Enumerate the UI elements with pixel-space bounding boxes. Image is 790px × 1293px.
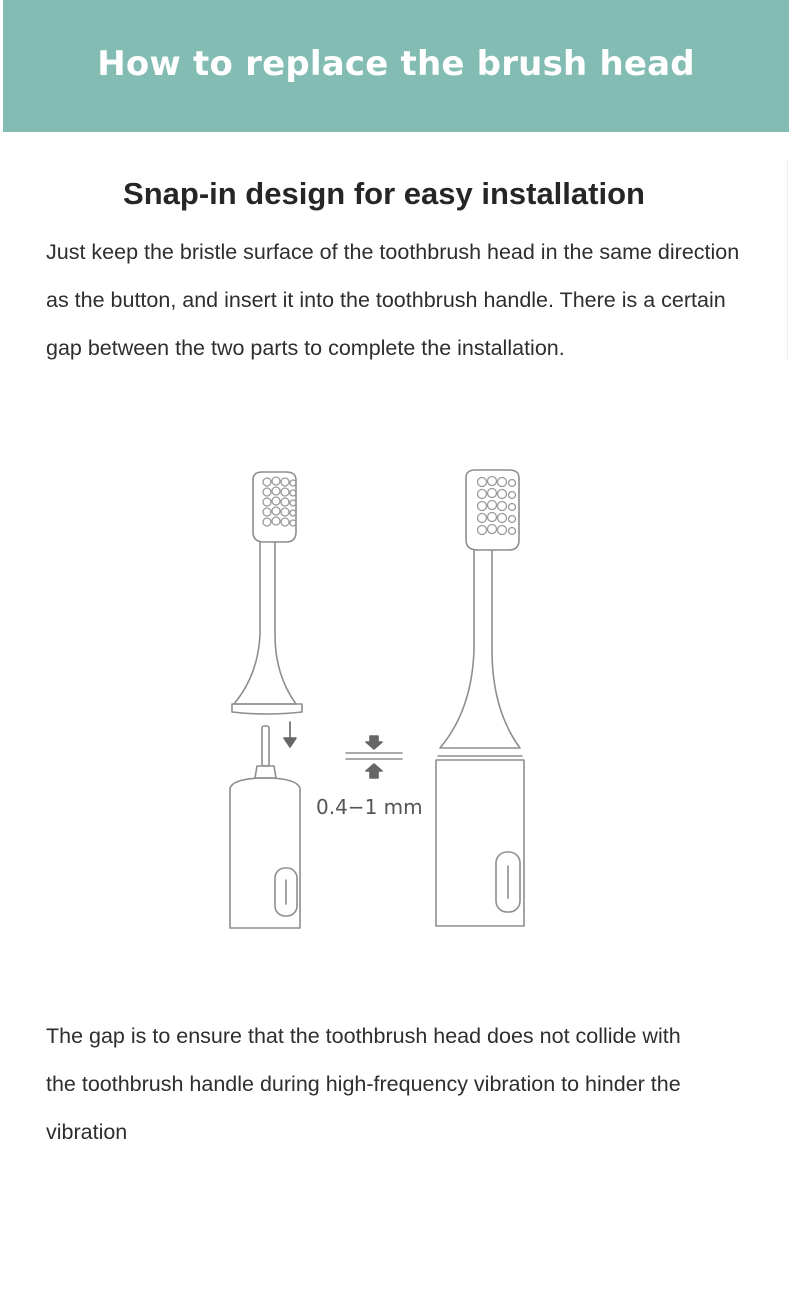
gap-measurement-label: 0.4−1 mm bbox=[316, 795, 423, 819]
toothbrush-assembled bbox=[436, 470, 524, 926]
toothbrush-installation-illustration bbox=[220, 460, 660, 970]
outro-line: vibration bbox=[46, 1120, 128, 1144]
toothbrush-handle-left bbox=[230, 726, 300, 928]
section-heading: Snap-in design for easy installation bbox=[123, 176, 645, 211]
intro-paragraph bbox=[46, 228, 781, 372]
outro-line: the toothbrush handle during high-frequency vibration to hinder the bbox=[46, 1072, 681, 1096]
gap-indicator bbox=[346, 736, 402, 778]
divider bbox=[787, 160, 788, 360]
intro-line: Just keep the bristle surface of the toothbrush head in the same direction bbox=[46, 240, 740, 264]
page-title: How to replace the brush head bbox=[97, 44, 695, 84]
arrow-down-icon bbox=[284, 722, 296, 747]
intro-line: gap between the two parts to complete the installation. bbox=[46, 336, 565, 360]
outro-line: The gap is to ensure that the toothbrush head does not collide with bbox=[46, 1024, 681, 1048]
header-banner bbox=[3, 0, 789, 132]
outro-paragraph bbox=[46, 1012, 746, 1156]
intro-line: as the button, and insert it into the toothbrush handle. There is a certain bbox=[46, 288, 726, 312]
brush-head-detached bbox=[232, 472, 302, 714]
